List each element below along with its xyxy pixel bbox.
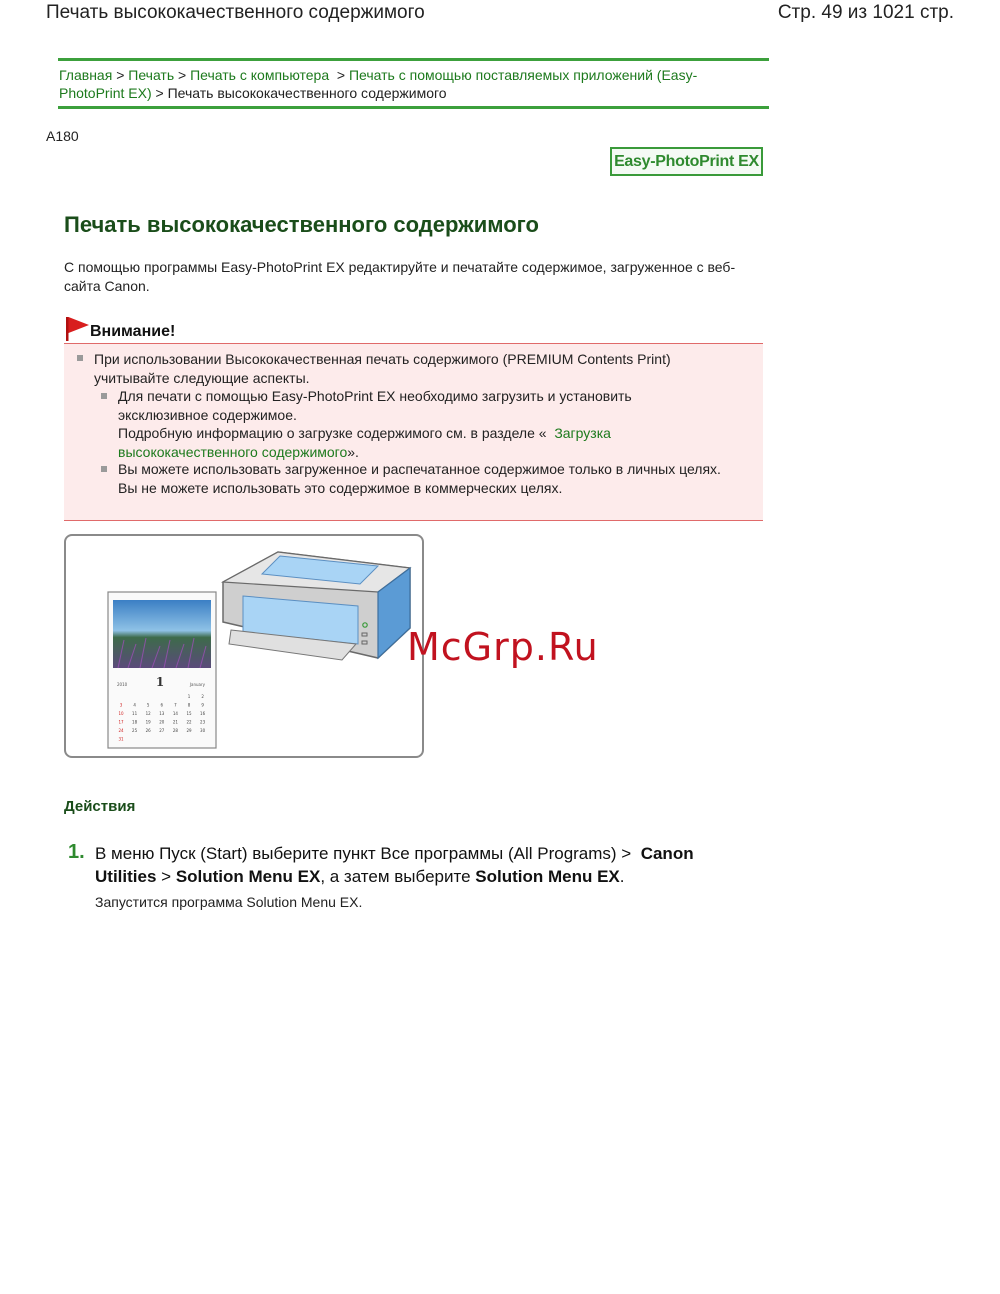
calendar-day: 19 (145, 719, 151, 725)
calendar-day: 26 (145, 728, 151, 733)
calendar-day: 15 (186, 711, 192, 716)
intro-paragraph: С помощью программы Easy-PhotoPrint EX редактируйте и печатайте содержимое, загруженное с веб-сайта Canon. (64, 259, 736, 294)
step-text-segment: , а затем выберите (320, 867, 471, 886)
calendar-day: 11 (132, 711, 138, 716)
calendar-day: 1 (187, 694, 191, 699)
caution-subitem (118, 387, 678, 461)
step-text-segment: > (161, 867, 172, 886)
breadcrumb-separator: > (336, 67, 346, 83)
breadcrumb-separator: > (116, 67, 125, 83)
caution-item: При использовании Высококачественная печать содержимого (PREMIUM Contents Print) учитывайте следующие аспекты. (94, 351, 671, 386)
calendar-day: 6 (160, 702, 164, 708)
caution-subitem-text: Вы не можете использовать это содержимое в коммерческих целях. (118, 479, 563, 496)
calendar-day: 13 (159, 711, 165, 716)
bottom-divider (58, 106, 769, 109)
caution-subitem (118, 460, 728, 497)
download-content-link[interactable]: Загрузка высококачественного содержимого (118, 425, 611, 460)
caution-heading: Внимание! (90, 323, 176, 340)
calendar-day: 7 (174, 702, 177, 708)
step-text-segment: В меню Пуск (Start) выберите пункт Все программы (All Programs) > (95, 844, 632, 863)
calendar-day: 8 (187, 702, 191, 708)
calendar-day: 20 (159, 719, 165, 725)
calendar-day: 27 (159, 728, 165, 733)
menu-name-solution-menu-ex: Solution Menu EX (175, 867, 321, 886)
calendar-day: 21 (172, 719, 178, 725)
warning-flag-icon (64, 316, 90, 342)
page-title: Печать высококачественного содержимого (64, 212, 539, 237)
printer-illustration (66, 536, 422, 756)
calendar-day: 16 (200, 711, 206, 716)
breadcrumb-link-bundled-apps[interactable]: Печать с помощью поставляемых приложений (Easy-PhotoPrint EX) (59, 67, 698, 101)
calendar-day: 18 (132, 719, 138, 725)
step-number: 1. (68, 841, 85, 863)
calendar-day: 28 (172, 728, 178, 733)
calendar-day: 24 (118, 728, 124, 733)
menu-name-canon-utilities: Canon Utilities (95, 844, 694, 886)
breadcrumb-link-print-from-computer[interactable]: Печать с компьютера (190, 67, 330, 83)
calendar-day: 31 (118, 736, 124, 742)
calendar-day: 22 (186, 719, 192, 725)
calendar-day: 23 (200, 719, 206, 725)
calendar-day: 5 (146, 702, 150, 708)
calendar-day: 9 (201, 702, 204, 708)
breadcrumb-link-print[interactable]: Печать (128, 67, 175, 83)
calendar-day: 30 (200, 728, 206, 733)
calendar-day: 17 (118, 719, 124, 725)
caution-subitem-text: ». (347, 443, 359, 460)
calendar-month-number: 1 (155, 675, 165, 689)
app-badge: Easy-PhotoPrint EX (610, 147, 763, 176)
caution-subitem-text: Вы можете использовать загруженное и распечатанное содержимое только в личных целях. (118, 461, 721, 477)
calendar-day: 12 (145, 711, 151, 716)
step-1-text (95, 842, 755, 888)
calendar-day: 25 (132, 728, 138, 733)
calendar-day: 3 (119, 702, 123, 708)
watermark: McGrp.Ru (407, 625, 599, 669)
breadcrumb-separator: > (178, 67, 187, 83)
calendar-day: 2 (201, 694, 204, 699)
bullet-square-icon (101, 393, 107, 399)
top-divider (58, 58, 769, 61)
calendar-day: 14 (172, 711, 178, 716)
menu-name-solution-menu-ex: Solution Menu EX (475, 867, 620, 886)
document-header-title: Печать высококачественного содержимого (46, 2, 425, 23)
page-indicator: Стр. 49 из 1021 стр. (777, 2, 954, 23)
breadcrumb (59, 66, 759, 102)
illustration-printer-calendar (64, 534, 424, 758)
step-text-segment: . (619, 867, 625, 886)
step-1-note: Запустится программа Solution Menu EX. (95, 894, 363, 910)
caution-subitem-text: Для печати с помощью Easy-PhotoPrint EX необходимо загрузить и установить эксклюзивное содержимое. (118, 388, 632, 423)
bullet-square-icon (77, 355, 83, 361)
calendar-day: 10 (118, 711, 124, 716)
breadcrumb-separator: > (155, 85, 164, 101)
bullet-square-icon (101, 466, 107, 472)
calendar-month-name: January (189, 682, 205, 687)
breadcrumb-current: Печать высококачественного содержимого (167, 85, 447, 101)
caution-subitem-text: Подробную информацию о загрузке содержимого см. в разделе « (118, 425, 547, 441)
calendar-year: 2010 (117, 682, 128, 687)
model-label: A180 (46, 128, 79, 144)
calendar-day: 29 (186, 728, 192, 733)
breadcrumb-link-home[interactable]: Главная (59, 67, 113, 83)
actions-heading: Действия (64, 798, 136, 815)
calendar-day: 4 (133, 702, 136, 708)
